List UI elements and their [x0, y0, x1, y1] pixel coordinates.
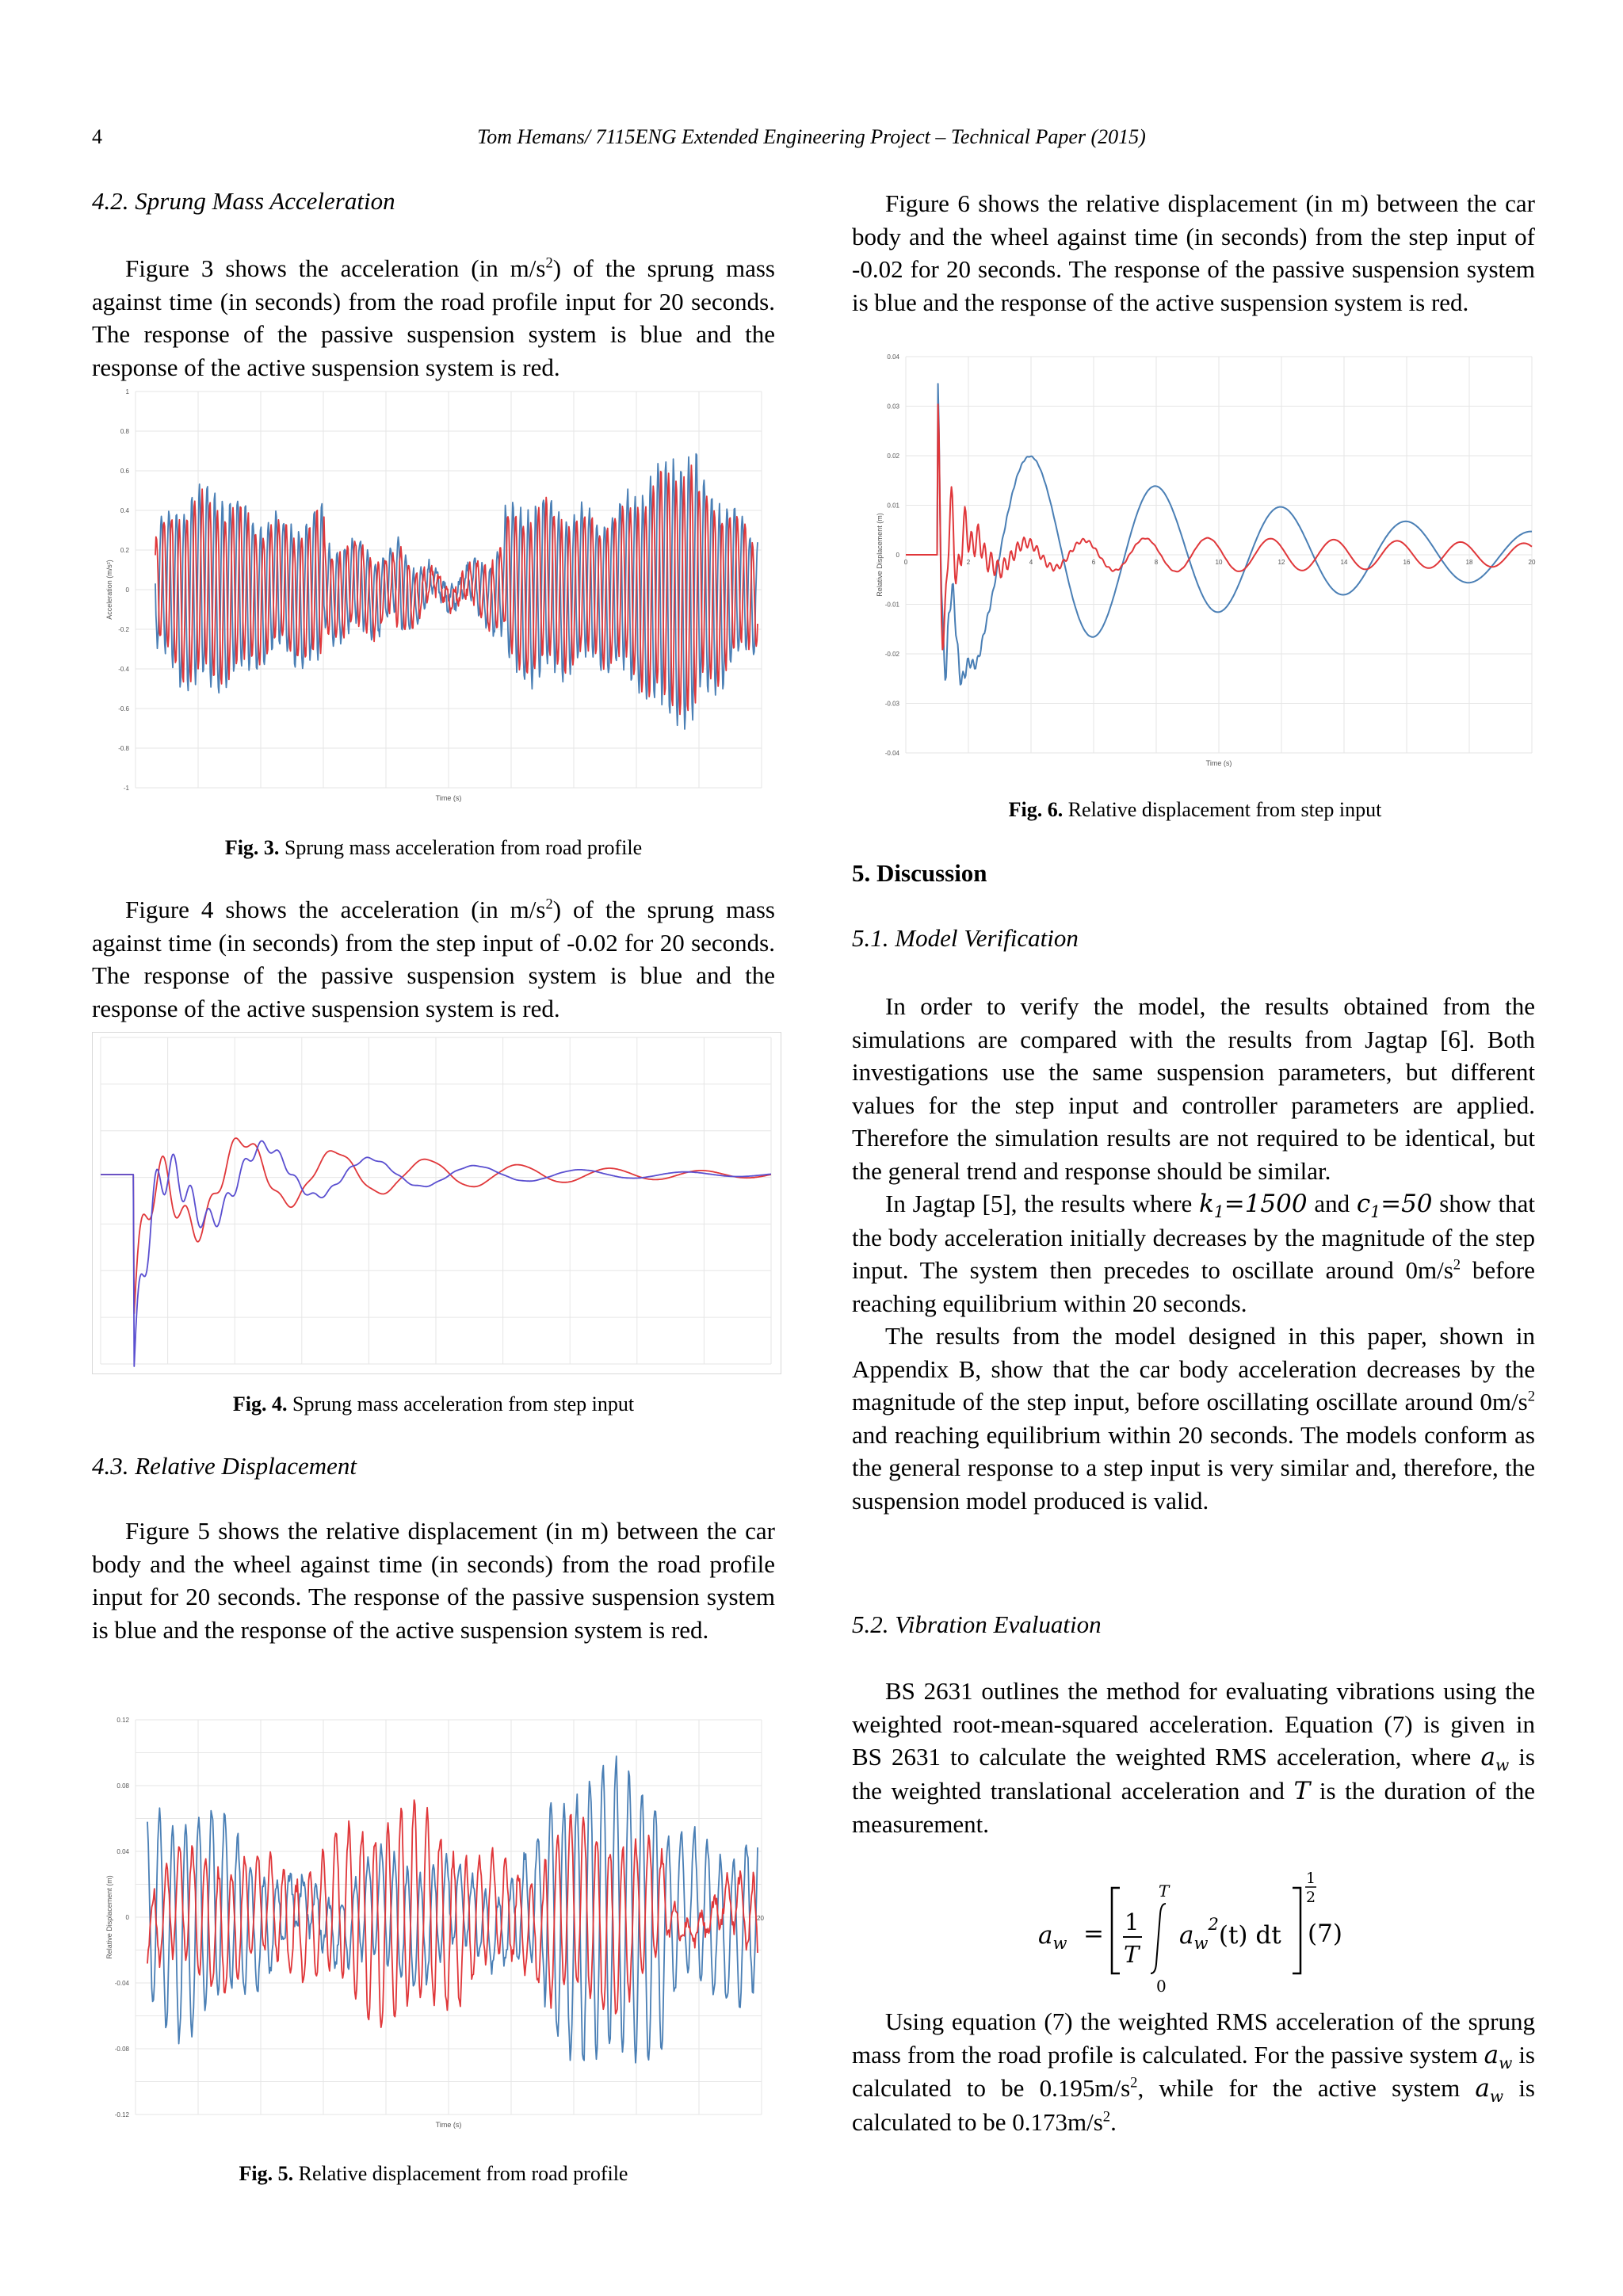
eq-frac-T: T	[1124, 1941, 1140, 1968]
y-tick-label: 0.08	[116, 1782, 129, 1790]
eq-upper-limit: T	[1159, 1881, 1170, 1901]
eq-right-bracket	[1293, 1888, 1300, 1973]
eq-exp-den: 2	[1306, 1889, 1316, 1906]
paragraph-fig4-intro: Figure 4 shows the acceleration (in $m/s^2$) of the sprung mass against time (in seconds) from the step input of -0.02 for 20 seconds. The response of the passive suspension system is blue and the response of the active suspension system is red.	[92, 896, 775, 1022]
y-tick-label: -0.04	[884, 750, 899, 757]
y-tick-label: 0.03	[887, 403, 899, 411]
eq-integral-sign	[1151, 1904, 1166, 1973]
fig3-plot	[92, 385, 775, 805]
y-tick-label: 0.12	[116, 1717, 129, 1724]
y-tick-label: 0	[896, 552, 899, 559]
y-axis-label: Relative Displacement (m)	[105, 1875, 113, 1959]
x-tick-label: 8	[1154, 559, 1159, 566]
y-tick-label: -0.04	[114, 1980, 129, 1987]
fig4-plot	[93, 1033, 781, 1373]
y-tick-label: -0.2	[118, 626, 129, 633]
eq-number: (7)	[1308, 1920, 1342, 1948]
x-axis-label: Time (s)	[435, 2121, 462, 2129]
eq-lower-limit: 0	[1156, 1977, 1167, 1996]
x-tick-label: 18	[1465, 559, 1473, 566]
x-tick-label: 20	[1528, 559, 1536, 566]
paragraph-model-verification-2: In Jagtap [5], the results where $k_1=1500$ and $c_1=50$ show that the body acceleration initially decreases by the magnitude of the step input. The system then precedes to oscillate around $0m/s^2$ before reaching equilibrium within 20 seconds.	[852, 1190, 1536, 1317]
paragraph-vibration-1: BS 2631 outlines the method for evaluating vibrations using the weighted root-mean-squared acceleration. Equation (7) is given in BS 2631 to calculate the weighted RMS acceleration, where $a_w$ is the weighted translational acceleration and T is the duration of the measurement.	[852, 1677, 1535, 1838]
y-tick-label: 0.4	[120, 507, 129, 514]
x-tick-label: 10	[1215, 559, 1223, 566]
figure-6-chart	[852, 350, 1538, 767]
y-tick-label: -0.6	[118, 705, 129, 712]
page-number: 4	[92, 125, 102, 148]
y-tick-label: -0.12	[114, 2111, 129, 2118]
x-tick-label: 16	[1403, 559, 1411, 566]
y-tick-label: 0.04	[116, 1848, 129, 1855]
x-axis-label: Time (s)	[435, 794, 462, 802]
heading-5: 5. Discussion	[852, 859, 987, 887]
y-tick-label: 0.6	[120, 468, 129, 475]
running-title: Tom Hemans/ 7115ENG Extended Engineering Project – Technical Paper (2015)	[477, 125, 1146, 148]
y-axis-label: Acceleration (m/s²)	[105, 560, 113, 620]
fig5-active-series	[147, 1800, 758, 2027]
figure-4-chart	[92, 1032, 781, 1374]
heading-5-2: 5.2. Vibration Evaluation	[852, 1610, 1102, 1638]
y-tick-label: 0.8	[120, 428, 129, 435]
x-tick-label: 2	[966, 559, 971, 566]
paragraph-fig3-intro: Figure 3 shows the acceleration (in $m/s^2$) of the sprung mass against time (in seconds) from the road profile input for 20 seconds. The response of the passive suspension system is blue and the response of the active suspension system is red.	[92, 254, 775, 381]
y-axis-label: Relative Displacement (m)	[876, 513, 884, 597]
eq-frac-one: 1	[1125, 1908, 1140, 1935]
y-tick-label: 1	[125, 388, 129, 395]
heading-4-2: 4.2. Sprung Mass Acceleration	[92, 187, 395, 215]
y-tick-label: 0.04	[887, 353, 899, 361]
figure-6-caption: Fig. 6. Relative displacement from step input	[1008, 798, 1382, 821]
x-tick-label: 14	[1340, 559, 1348, 566]
y-tick-label: -0.03	[884, 700, 899, 708]
x-end-label: 20	[757, 1915, 764, 1922]
heading-4-3: 4.3. Relative Displacement	[92, 1452, 357, 1480]
paragraph-fig6-intro: Figure 6 shows the relative displacement (in m) between the car body and the wheel against time (in seconds) from the step input of -0.02 for 20 seconds. The response of the passive suspension system is blue and the response of the active suspension system is red.	[852, 189, 1535, 316]
eq-left-bracket	[1112, 1888, 1120, 1973]
y-tick-label: -0.4	[118, 666, 129, 673]
y-tick-label: 0.2	[120, 547, 129, 554]
eq-lhs: $a_w$	[1038, 1921, 1067, 1953]
fig3-active-series	[155, 465, 758, 714]
x-axis-label: Time (s)	[1205, 759, 1232, 767]
fig5-plot	[92, 1712, 775, 2140]
y-tick-label: -0.08	[114, 2046, 129, 2053]
x-tick-label: 12	[1277, 559, 1285, 566]
section-5-1-body	[852, 990, 1535, 1517]
equation-7-graphic	[852, 1862, 1535, 1997]
figure-5-caption: Fig. 5. Relative displacement from road profile	[239, 2162, 628, 2185]
paragraph-vibration-2: Using equation (7) the weighted RMS acceleration of the sprung mass from the road profile is calculated. For the passive system $a_w$ is calculated to be $0.195m/s^2$, while for the active system $a_w$ is calculated to be $0.173m/s^2$.	[852, 2008, 1535, 2136]
y-tick-label: -1	[123, 785, 129, 792]
eq-equals: =	[1083, 1920, 1104, 1948]
figure-3-chart	[92, 385, 775, 805]
equation-7	[852, 1862, 1535, 1997]
section-5-2-body-2	[852, 2005, 1535, 2138]
paragraph-model-verification-1: In order to verify the model, the results obtained from the simulations are compared with the results from Jagtap [6]. Both investigations use the same suspension parameters, but different values for the step input and controller parameters are applied. Therefore the simulation results are not required to be identical, but the general trend and response should be similar.	[852, 992, 1535, 1185]
y-tick-label: -0.02	[884, 651, 899, 658]
y-tick-label: 0.02	[887, 453, 899, 460]
figure-4-caption: Fig. 4. Sprung mass acceleration from step input	[232, 1392, 635, 1415]
figure-5-chart	[92, 1712, 775, 2140]
eq-integrand: $a_w^2(t)$ dt	[1179, 1915, 1281, 1953]
y-tick-label: 0	[125, 586, 129, 594]
figure-3-caption: Fig. 3. Sprung mass acceleration from road profile	[224, 836, 643, 859]
heading-5-1: 5.1. Model Verification	[852, 924, 1079, 952]
section-5-2-body	[852, 1675, 1535, 1841]
paragraph-fig5-intro: Figure 5 shows the relative displacement (in m) between the car body and the wheel against time (in seconds) from the road profile input for 20 seconds. The response of the passive suspension system is blue and the response of the active suspension system is red.	[92, 1517, 775, 1644]
x-tick-label: 4	[1029, 559, 1033, 566]
y-tick-label: 0.01	[887, 502, 899, 510]
fig6-plot	[852, 350, 1538, 767]
y-tick-label: -0.8	[118, 745, 129, 752]
x-tick-label: 6	[1091, 559, 1096, 566]
y-tick-label: -0.01	[884, 601, 899, 609]
eq-exp-num: 1	[1306, 1870, 1316, 1887]
x-tick-label: 0	[903, 559, 908, 566]
y-tick-label: 0	[125, 1914, 129, 1921]
paragraph-model-verification-3: The results from the model designed in this paper, shown in Appendix B, show that the car body acceleration decreases by the magnitude of the step input, before oscillating oscillate around $0m/s^2$ and reaching equilibrium within 20 seconds. The models conform as the general response to a step input is very similar and, therefore, the suspension model produced is valid.	[852, 1322, 1535, 1515]
